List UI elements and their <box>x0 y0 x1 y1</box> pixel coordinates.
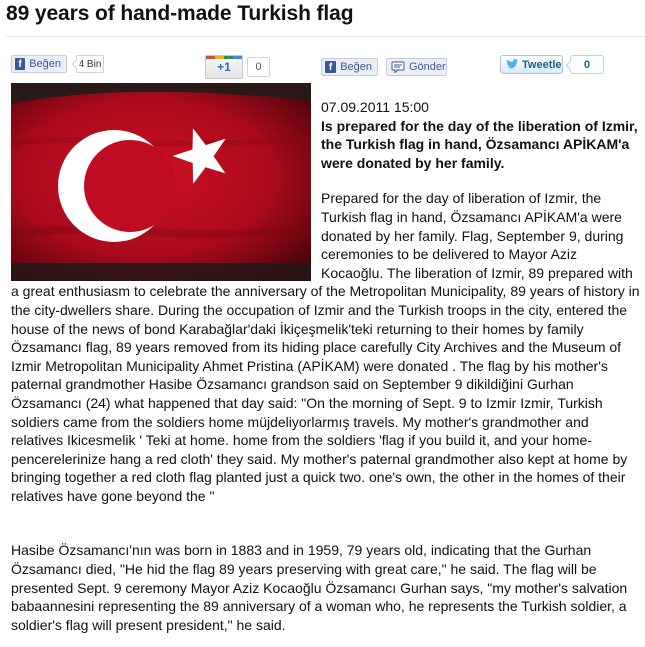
photo-spacer <box>11 83 321 269</box>
facebook-like-button-2[interactable] <box>321 58 378 76</box>
article-body <box>11 98 641 634</box>
speech-bubble-icon <box>391 61 405 73</box>
tweet-count: 0 <box>570 55 604 74</box>
article-paragraph-2: Hasibe Özsamancı'nın was born in 1883 and in 1959, 79 years old, indicating that the Gurhan Özsamancı died, "He hid the flag 89 years preserving with great care," he said. The flag will be presented Sept. 9 ceremony Mayor Aziz Kocaoğlu Özsamancı Gurhan says, "my mother's salvation babaannesini representing the 89 anniversary of a woman who, he represents the Turkish soldier, a soldier's flag will present president," he said. <box>11 542 628 633</box>
facebook-like-label-2: Beğen <box>340 61 372 73</box>
google-color-stripe <box>206 56 242 59</box>
facebook-like-button[interactable] <box>11 55 67 73</box>
tweet-button[interactable] <box>500 55 563 74</box>
title-divider <box>6 36 645 37</box>
google-plus-one-button[interactable] <box>205 55 243 79</box>
google-plus-one-count: 0 <box>247 57 270 77</box>
facebook-icon: f <box>325 61 336 73</box>
facebook-icon: f <box>15 58 25 70</box>
facebook-like-count: 4 Bin <box>76 55 104 73</box>
facebook-send-label: Gönder <box>409 61 446 73</box>
article-date: 07.09.2011 15:00 <box>321 99 429 115</box>
facebook-like-label: Beğen <box>29 58 61 70</box>
twitter-bird-icon <box>505 59 519 70</box>
article-lead: Is prepared for the day of the liberation of Izmir, the Turkish flag in hand, Özsamancı APİKAM'a were donated by her family. <box>321 117 638 171</box>
page-title: 89 years of hand-made Turkish flag <box>6 2 354 25</box>
tweet-label: Tweetle <box>522 58 562 71</box>
facebook-send-button[interactable] <box>386 58 447 76</box>
google-plus-one-label: +1 <box>217 60 231 74</box>
article-paragraph-1: Prepared for the day of liberation of Izmir, the Turkish flag in hand, Özsamancı APİKAM'a were donated by her family. Flag, September 9, during ceremonies to be delivered to Mayor Aziz Kocaoğlu. The liberation of Izmir, 89 prepared with a great enthusiasm to celebrate the anniversary of the Metropolitan Municipality, 89 years of history in the city-dwellers share. During the occupation of Izmir and the Turkish troops in the city, entered the house of the news of bond Karabağlar'daki İkiçeşmelik'teki returning to their homes by family Özsamancı flag, 89 years removed from its hiding place carefully City Archives and the Museum of Izmir Metropolitan Municipality Ahmet Pristina (APİKAM) were donated . The flag by his mother's paternal grandmother Hasibe Özsamancı grandson said on September 9 dikildiğini Gurhan Özsamancı (24) what happened that day said: "On the morning of Sept. 9 to Izmir Izmir, Turkish soldiers came from the soldiers home müjdeliyorlarmış travels. My mother's grandmother and relatives Ikicesmelik ' Teki at home. home from the soldiers 'flag if you build it, and your home-pencerelerinize hang a red cloth' they said. My mother's paternal grandmother also kept at home by bringing together a red cloth flag planted just a quick two. one's own, the other in the homes of their relatives have gone beyond the " <box>11 190 640 504</box>
